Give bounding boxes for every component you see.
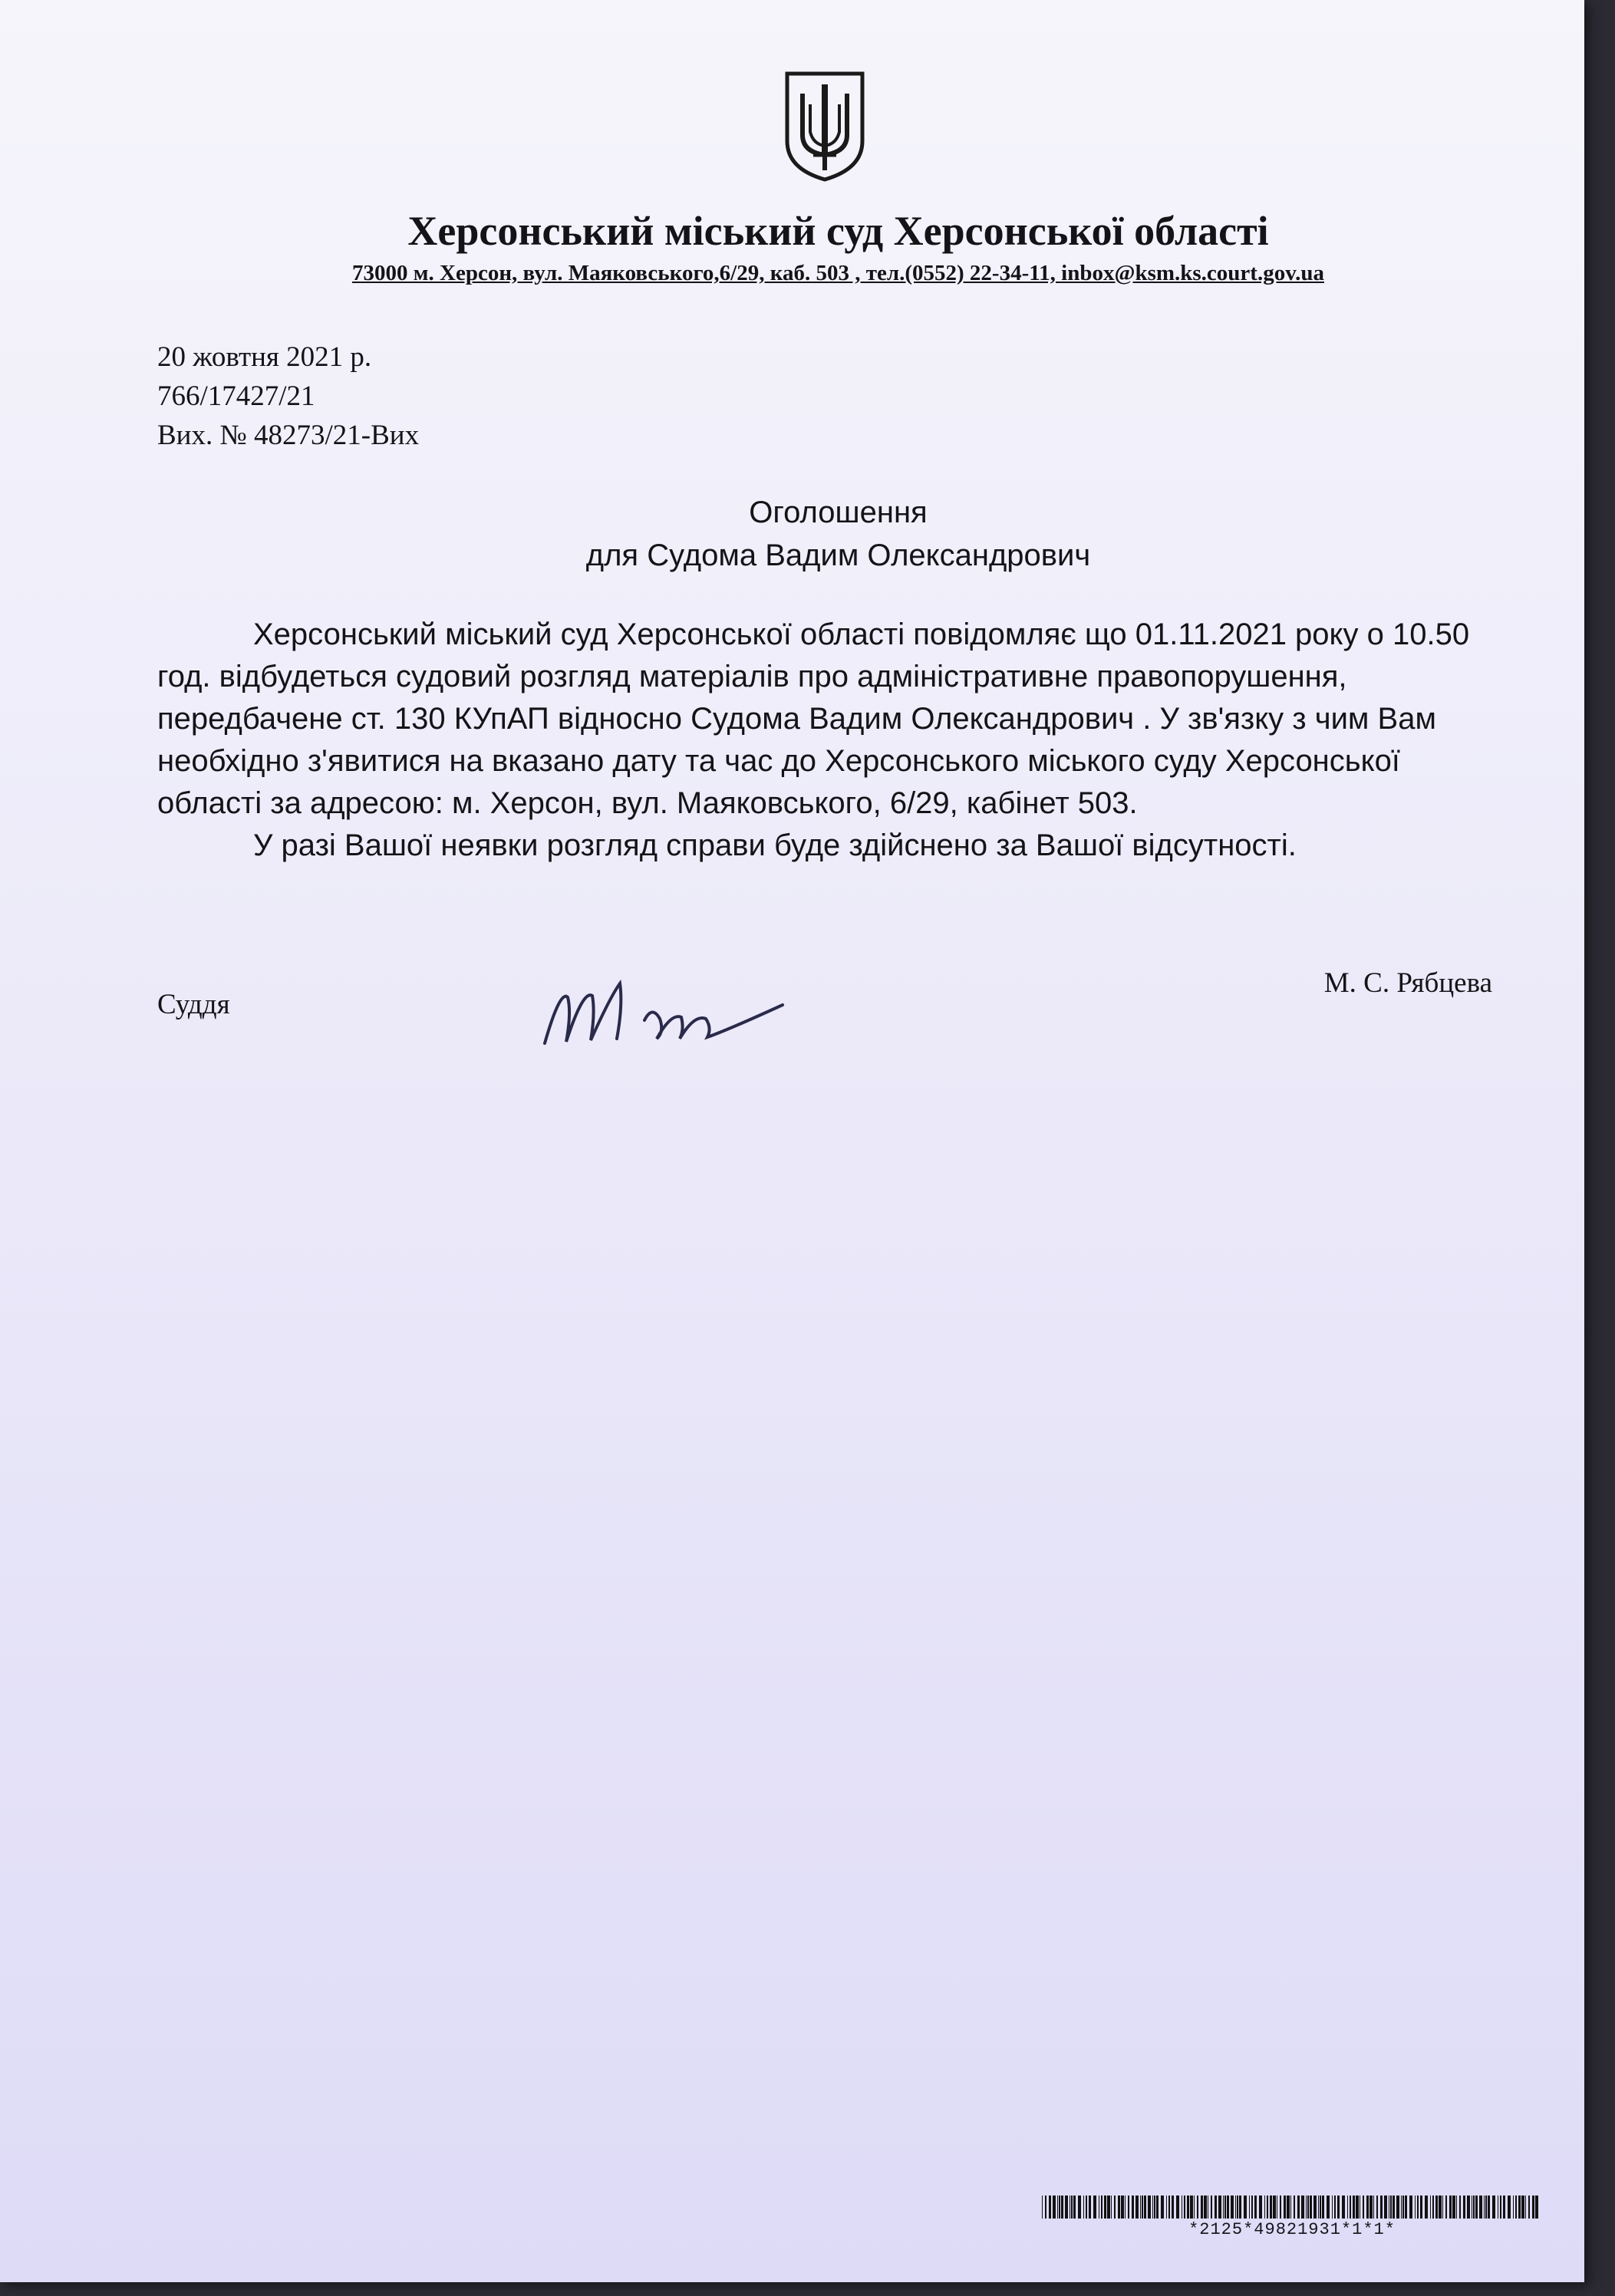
barcode <box>1042 2196 1542 2219</box>
barcode-block <box>1042 2196 1542 2239</box>
barcode-bar <box>1073 2196 1076 2219</box>
barcode-bar <box>1380 2196 1383 2219</box>
barcode-bar <box>1384 2196 1387 2219</box>
barcode-bar <box>1244 2196 1247 2219</box>
barcode-bar <box>1152 2196 1153 2219</box>
barcode-bar <box>1301 2196 1304 2219</box>
barcode-bar <box>1366 2196 1369 2219</box>
barcode-bar <box>1184 2196 1185 2219</box>
barcode-bar <box>1322 2196 1324 2219</box>
barcode-bar <box>1161 2196 1164 2219</box>
barcode-bar <box>1334 2196 1336 2219</box>
barcode-bar <box>1467 2196 1470 2219</box>
body-paragraph-2: У разі Вашої неявки розгляд справи буде здійснено за Вашої відсутності. <box>253 828 1297 862</box>
barcode-bar <box>1204 2196 1207 2219</box>
barcode-bar <box>1254 2196 1257 2219</box>
barcode-bar <box>1264 2196 1265 2219</box>
barcode-bar <box>1249 2196 1250 2219</box>
barcode-bar <box>1463 2196 1465 2219</box>
document-meta <box>157 338 419 455</box>
barcode-bar <box>1273 2196 1276 2219</box>
barcode-bar <box>1430 2196 1431 2219</box>
barcode-bar <box>1332 2196 1333 2219</box>
barcode-bar <box>1415 2196 1416 2219</box>
barcode-bar <box>1485 2196 1487 2219</box>
barcode-bar <box>1393 2196 1395 2219</box>
notice-body <box>157 614 1496 867</box>
barcode-bar <box>1237 2196 1238 2219</box>
barcode-bar <box>1267 2196 1268 2219</box>
barcode-bar <box>1396 2196 1399 2219</box>
barcode-bar <box>1313 2196 1317 2219</box>
barcode-bar <box>1445 2196 1447 2219</box>
barcode-bar <box>1194 2196 1195 2219</box>
barcode-bar <box>1215 2196 1217 2219</box>
coat-of-arms-icon <box>783 71 867 183</box>
barcode-bar <box>1239 2196 1241 2219</box>
barcode-bar <box>1107 2196 1110 2219</box>
barcode-bar <box>1061 2196 1063 2219</box>
barcode-bar <box>1337 2196 1340 2219</box>
barcode-bar <box>1347 2196 1348 2219</box>
barcode-bar <box>1390 2196 1392 2219</box>
body-paragraph-1: Херсонський міський суд Херсонської області повідомляє що 01.11.2021 року о 10.50 год. відбудеться судовий розгляд матеріалів про адміністративне правопорушення, передбачене ст. 130 КУпАП відносно Судома Вадим Олександрович . У зв'язку з чим Вам необхідно з'явитися на вказано дату та час до Херсонського міського суду Херсонської області за адресою: м. Херсон, вул. Маяковського, 6/29, кабінет 503. <box>157 618 1470 820</box>
barcode-bar <box>1218 2196 1221 2219</box>
barcode-bar <box>1251 2196 1253 2219</box>
notice-heading <box>0 491 1615 577</box>
barcode-bar <box>1290 2196 1291 2219</box>
barcode-bar <box>1235 2196 1236 2219</box>
barcode-bar <box>1121 2196 1124 2219</box>
barcode-bar <box>1353 2196 1355 2219</box>
judge-name: М. С. Рябцева <box>1323 967 1492 999</box>
barcode-bar <box>1187 2196 1189 2219</box>
barcode-bar <box>1484 2196 1485 2219</box>
barcode-bar <box>1503 2196 1505 2219</box>
barcode-bar <box>1086 2196 1087 2219</box>
barcode-bar <box>1432 2196 1434 2219</box>
barcode-bar <box>1132 2196 1134 2219</box>
barcode-bar <box>1231 2196 1234 2219</box>
barcode-bar <box>1053 2196 1056 2219</box>
barcode-bar <box>1042 2196 1043 2219</box>
barcode-bar <box>1417 2196 1419 2219</box>
barcode-bar <box>1089 2196 1091 2219</box>
barcode-bar <box>1439 2196 1442 2219</box>
barcode-bar <box>1459 2196 1461 2219</box>
barcode-bar <box>1369 2196 1373 2219</box>
barcode-bar <box>1350 2196 1351 2219</box>
barcode-bar <box>1142 2196 1143 2219</box>
handwritten-signature <box>537 974 790 1059</box>
barcode-bar <box>1479 2196 1482 2219</box>
barcode-bar <box>1420 2196 1422 2219</box>
barcode-bar <box>1532 2196 1534 2219</box>
barcode-bar <box>1270 2196 1272 2219</box>
barcode-bar <box>1057 2196 1058 2219</box>
barcode-bar <box>1128 2196 1129 2219</box>
barcode-bar <box>1111 2196 1112 2219</box>
barcode-bar <box>1114 2196 1116 2219</box>
barcode-bar <box>1535 2196 1538 2219</box>
barcode-bar <box>1456 2196 1457 2219</box>
notice-title: Оголошення <box>749 496 928 529</box>
barcode-bar <box>1306 2196 1307 2219</box>
case-number: 766/17427/21 <box>157 380 315 412</box>
barcode-bar <box>1318 2196 1319 2219</box>
barcode-bar <box>1363 2196 1364 2219</box>
barcode-bar <box>1166 2196 1167 2219</box>
barcode-bar <box>1409 2196 1412 2219</box>
notice-recipient: для Судома Вадим Олександрович <box>585 539 1091 572</box>
outgoing-number: Вих. № 48273/21-Вих <box>157 420 420 451</box>
barcode-bar <box>1118 2196 1120 2219</box>
barcode-bar <box>1356 2196 1359 2219</box>
barcode-bar <box>1515 2196 1517 2219</box>
barcode-bar <box>1190 2196 1193 2219</box>
barcode-bar <box>1373 2196 1374 2219</box>
court-name: Херсонський міський суд Херсонської області <box>407 208 1269 254</box>
signature-label: Суддя <box>157 989 230 1020</box>
barcode-bar <box>1172 2196 1174 2219</box>
barcode-bar <box>1211 2196 1212 2219</box>
barcode-number: *2125*49821931*1*1* <box>1188 2220 1396 2239</box>
barcode-bar <box>1135 2196 1139 2219</box>
barcode-bar <box>1144 2196 1146 2219</box>
barcode-bar <box>1176 2196 1179 2219</box>
document-date: 20 жовтня 2021 р. <box>157 341 372 373</box>
barcode-bar <box>1521 2196 1524 2219</box>
barcode-bar <box>1059 2196 1060 2219</box>
barcode-bar <box>1223 2196 1224 2219</box>
barcode-bar <box>1376 2196 1378 2219</box>
barcode-bar <box>1154 2196 1155 2219</box>
barcode-bar <box>1442 2196 1443 2219</box>
barcode-bar <box>1449 2196 1452 2219</box>
barcode-bar <box>1045 2196 1046 2219</box>
barcode-bar <box>1327 2196 1330 2219</box>
barcode-bar <box>1528 2196 1530 2219</box>
barcode-bar <box>1065 2196 1068 2219</box>
barcode-bar <box>1049 2196 1051 2219</box>
barcode-bar <box>1156 2196 1159 2219</box>
barcode-bar <box>1287 2196 1290 2219</box>
barcode-bar <box>1078 2196 1081 2219</box>
barcode-bar <box>1320 2196 1321 2219</box>
barcode-bar <box>1197 2196 1198 2219</box>
barcode-bar <box>1307 2196 1309 2219</box>
barcode-bar <box>1294 2196 1295 2219</box>
barcode-bar <box>1083 2196 1084 2219</box>
barcode-bar <box>1104 2196 1106 2219</box>
barcode-bar <box>1227 2196 1229 2219</box>
barcode-bar <box>1435 2196 1438 2219</box>
barcode-bar <box>1402 2196 1404 2219</box>
barcode-bar <box>1297 2196 1300 2219</box>
barcode-bar <box>1513 2196 1514 2219</box>
barcode-bar <box>1401 2196 1402 2219</box>
barcode-bar <box>1405 2196 1407 2219</box>
barcode-bar <box>1475 2196 1478 2219</box>
barcode-bar <box>1224 2196 1226 2219</box>
court-address: 73000 м. Херсон, вул. Маяковського,6/29, каб. 503 , тел.(0552) 22-34-11, inbox@ksm.ks.court.gov.ua <box>352 261 1324 285</box>
barcode-bar <box>1148 2196 1151 2219</box>
barcode-bar <box>1508 2196 1511 2219</box>
barcode-bar <box>1101 2196 1102 2219</box>
barcode-bar <box>1093 2196 1096 2219</box>
barcode-bar <box>1280 2196 1281 2219</box>
barcode-bar <box>1492 2196 1495 2219</box>
barcode-bar <box>1500 2196 1501 2219</box>
barcode-bar <box>1259 2196 1262 2219</box>
barcode-bar <box>1488 2196 1490 2219</box>
barcode-bar <box>1071 2196 1073 2219</box>
barcode-bar <box>1201 2196 1203 2219</box>
barcode-bar <box>1452 2196 1455 2219</box>
barcode-bar <box>1310 2196 1312 2219</box>
barcode-bar <box>1525 2196 1526 2219</box>
barcode-bar <box>1168 2196 1170 2219</box>
barcode-bar <box>1140 2196 1141 2219</box>
barcode-bar <box>1473 2196 1475 2219</box>
barcode-bar <box>1518 2196 1521 2219</box>
barcode-bar <box>1284 2196 1286 2219</box>
barcode-bar <box>1342 2196 1345 2219</box>
barcode-bar <box>1425 2196 1428 2219</box>
barcode-bar <box>1125 2196 1126 2219</box>
